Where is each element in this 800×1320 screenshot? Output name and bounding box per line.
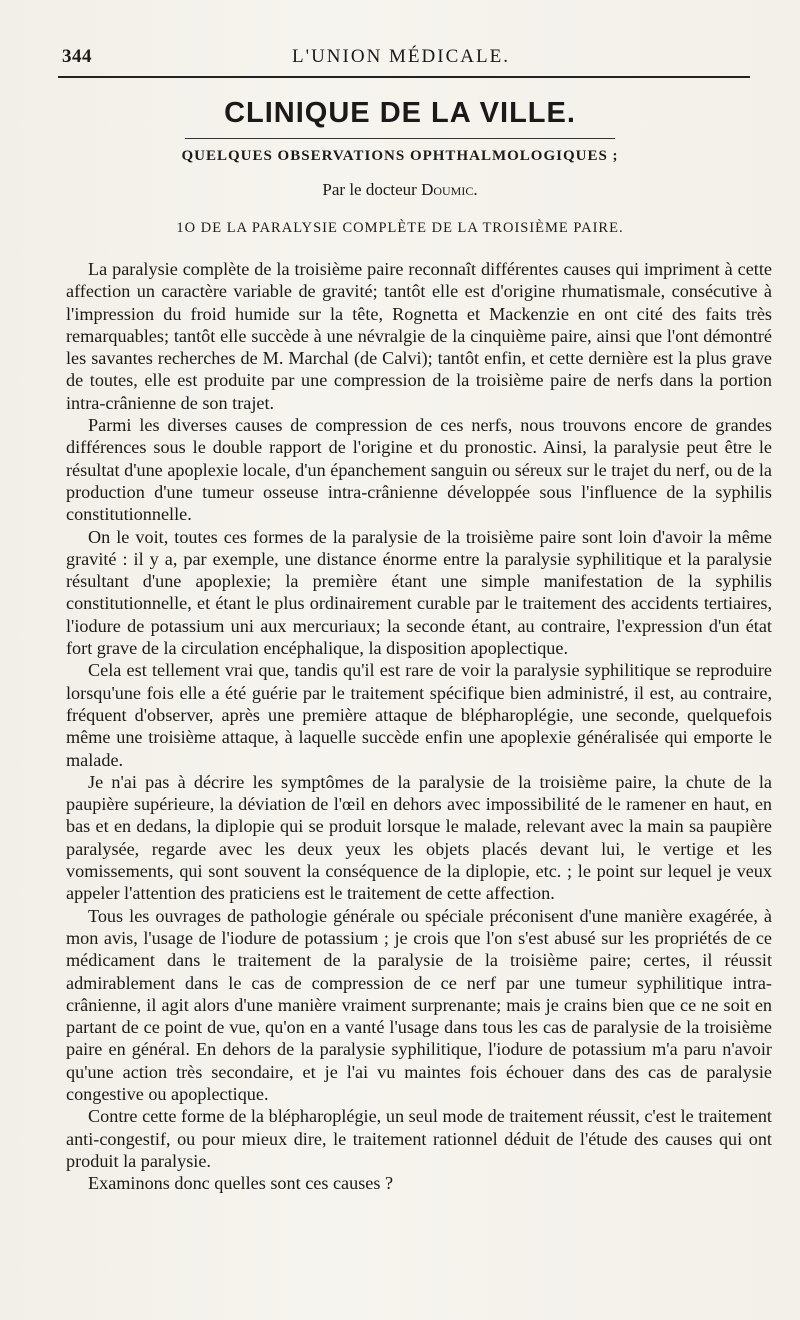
article-title: CLINIQUE DE LA VILLE. bbox=[224, 97, 576, 129]
article-subtitle: QUELQUES OBSERVATIONS OPHTHALMOLOGIQUES ; bbox=[181, 148, 619, 164]
section-heading: 1O DE LA PARALYSIE COMPLÈTE DE LA TROISIÈME PAIRE. bbox=[176, 220, 624, 236]
article-body bbox=[66, 258, 772, 1194]
paragraph: On le voit, toutes ces formes de la paralysie de la troisième paire sont loin d'avoir la même gravité : il y a, par exemple, une distance énorme entre la paralysie syphilitique et la paralysie résultant d'une apoplexie; la première étant une simple manifestation de la syphilis constitutionnelle, et étant le plus ordinairement curable par le traitement des accidents tertiaires, l'iodure de potassium uni aux mercuriaux; la seconde étant, au contraire, l'expression d'un état fort grave de la circulation encéphalique, la disposition apoplectique. bbox=[66, 526, 772, 659]
paragraph: La paralysie complète de la troisième paire reconnaît différentes causes qui impriment à cette affection un caractère variable de gravité; tantôt elle est d'origine rhumatismale, consécutive à l'impression du froid humide sur la tête, Rognetta et Mackenzie en ont cité des faits très remarquables; tantôt elle succède à une névralgie de la cinquième paire, ainsi que l'ont démontré les savantes recherches de M. Marchal (de Calvi); tantôt enfin, et cette dernière est la plus grave de toutes, elle est produite par une compression de la troisième paire de nerfs dans la portion intra-crânienne de son trajet. bbox=[66, 259, 772, 413]
journal-title: L'UNION MÉDICALE. bbox=[292, 46, 510, 67]
paragraph: Cela est tellement vrai que, tandis qu'il est rare de voir la paralysie syphilitique se reproduire lorsqu'une fois elle a été guérie par le traitement spécifique bien administré, il est, au contraire, fréquent d'observer, après une première attaque de blépharoplégie, une seconde, quelquefois même une troisième attaque, à laquelle succède enfin une apoplexie généralisée qui emporte le malade. bbox=[66, 660, 772, 770]
paragraph: Examinons donc quelles sont ces causes ? bbox=[88, 1173, 394, 1194]
title-rule bbox=[185, 138, 615, 139]
paragraph: Je n'ai pas à décrire les symptômes de la paralysie de la troisième paire, la chute de la paupière supérieure, la déviation de l'œil en dehors avec impossibilité de le ramener en haut, en bas et en dedans, la diplopie qui se produit lorsque le malade, relevant avec la main sa paupière paralysée, regarde avec les deux yeux les objets placés devant lui, le vertige et les vomissements, qui sont souvent la conséquence de la diplopie, etc. ; le point sur lequel je veux appeler l'attention des praticiens est le traitement de cette affection. bbox=[66, 771, 772, 904]
running-head bbox=[62, 40, 740, 68]
byline bbox=[0, 180, 800, 200]
paragraph: Contre cette forme de la blépharoplégie, un seul mode de traitement réussit, c'est le traitement anti-congestif, ou pour mieux dire, le traitement rationnel déduit de l'étude des causes qui ont produit la paralysie. bbox=[66, 1106, 772, 1171]
page-number: 344 bbox=[62, 46, 92, 67]
header-rule bbox=[58, 76, 750, 78]
author-name: Doumic. bbox=[421, 180, 478, 199]
paragraph: Tous les ouvrages de pathologie générale ou spéciale préconisent d'une manière exagérée, à mon avis, l'usage de l'iodure de potassium ; je crois que l'on s'est abusé sur les propriétés de ce médicament dans le traitement de la paralysie de la troisième paire; certes, il réussit admirablement dans le cas de compression de ce nerf par une tumeur syphilitique intra-crânienne, il agit alors d'une manière vraiment surprenante; mais je crains bien que ce ne soit en partant de ce point de vue, qu'on en a vanté l'usage dans tous les cas de paralysie de la troisième paire en général. En dehors de la paralysie syphilitique, l'iodure de potassium m'a paru n'avoir qu'une action très secondaire, et je l'ai vu maintes fois échouer dans des cas de paralysie congestive ou apoplectique. bbox=[66, 905, 772, 1104]
byline-prefix: Par le docteur bbox=[322, 180, 417, 199]
paragraph: Parmi les diverses causes de compression de ces nerfs, nous trouvons encore de grandes différences sous le double rapport de l'origine et du pronostic. Ainsi, la paralysie peut être le résultat d'une apoplexie locale, d'un épanchement sanguin ou séreux sur le trajet du nerf, ou de la production d'une tumeur osseuse intra-crânienne développée sous l'influence de la syphilis constitutionnelle. bbox=[66, 415, 772, 525]
